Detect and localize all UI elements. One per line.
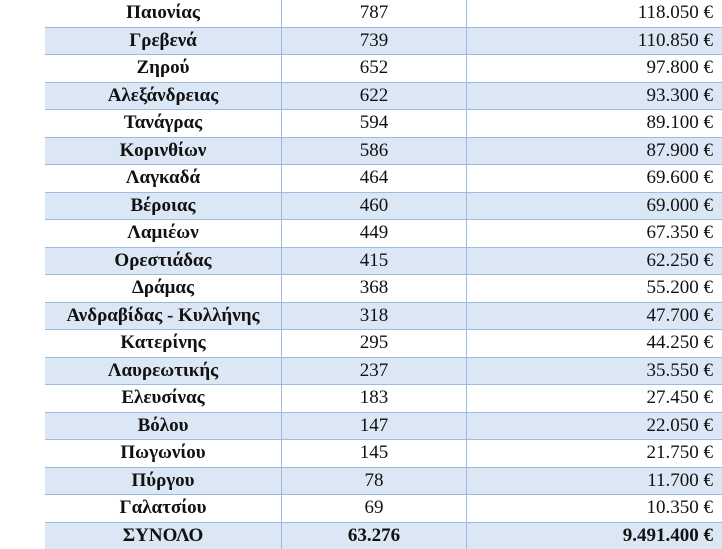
data-table xyxy=(45,0,722,549)
table-row xyxy=(45,385,722,413)
table-body xyxy=(45,0,722,549)
amount-value: 97.800 € xyxy=(467,55,722,83)
table-row xyxy=(45,0,722,27)
count-value: 368 xyxy=(282,275,467,303)
amount-value: 62.250 € xyxy=(467,247,722,275)
table-row xyxy=(45,412,722,440)
count-value: 78 xyxy=(282,467,467,495)
municipality-name: Κορινθίων xyxy=(45,137,282,165)
table-row xyxy=(45,137,722,165)
count-value: 460 xyxy=(282,192,467,220)
amount-value: 67.350 € xyxy=(467,220,722,248)
table-row xyxy=(45,192,722,220)
municipality-name: Κατερίνης xyxy=(45,330,282,358)
table-row xyxy=(45,27,722,55)
total-count: 63.276 xyxy=(282,522,467,549)
count-value: 183 xyxy=(282,385,467,413)
total-label: ΣΥΝΟΛΟ xyxy=(45,522,282,549)
municipality-name: Γαλατσίου xyxy=(45,495,282,523)
count-value: 739 xyxy=(282,27,467,55)
municipality-name: Ζηρού xyxy=(45,55,282,83)
count-value: 622 xyxy=(282,82,467,110)
amount-value: 44.250 € xyxy=(467,330,722,358)
municipality-name: Πύργου xyxy=(45,467,282,495)
municipality-name: Αλεξάνδρειας xyxy=(45,82,282,110)
count-value: 652 xyxy=(282,55,467,83)
total-row xyxy=(45,522,722,549)
amount-value: 22.050 € xyxy=(467,412,722,440)
municipality-name: Λαμιέων xyxy=(45,220,282,248)
count-value: 594 xyxy=(282,110,467,138)
municipality-name: Ελευσίνας xyxy=(45,385,282,413)
amount-value: 21.750 € xyxy=(467,440,722,468)
municipality-name: Παιονίας xyxy=(45,0,282,27)
amount-value: 118.050 € xyxy=(467,0,722,27)
count-value: 147 xyxy=(282,412,467,440)
municipality-name: Τανάγρας xyxy=(45,110,282,138)
municipality-name: Βόλου xyxy=(45,412,282,440)
amount-value: 10.350 € xyxy=(467,495,722,523)
amount-value: 55.200 € xyxy=(467,275,722,303)
municipality-name: Ορεστιάδας xyxy=(45,247,282,275)
municipality-name: Γρεβενά xyxy=(45,27,282,55)
municipality-name: Λαυρεωτικής xyxy=(45,357,282,385)
table-row xyxy=(45,467,722,495)
table-row xyxy=(45,302,722,330)
amount-value: 35.550 € xyxy=(467,357,722,385)
amount-value: 69.000 € xyxy=(467,192,722,220)
amount-value: 27.450 € xyxy=(467,385,722,413)
amount-value: 47.700 € xyxy=(467,302,722,330)
count-value: 145 xyxy=(282,440,467,468)
count-value: 787 xyxy=(282,0,467,27)
table-row xyxy=(45,275,722,303)
table-row xyxy=(45,165,722,193)
municipality-name: Λαγκαδά xyxy=(45,165,282,193)
amount-value: 89.100 € xyxy=(467,110,722,138)
table-row xyxy=(45,220,722,248)
municipality-name: Ανδραβίδας - Κυλλήνης xyxy=(45,302,282,330)
count-value: 295 xyxy=(282,330,467,358)
count-value: 237 xyxy=(282,357,467,385)
count-value: 586 xyxy=(282,137,467,165)
table-row xyxy=(45,440,722,468)
amount-value: 110.850 € xyxy=(467,27,722,55)
amount-value: 11.700 € xyxy=(467,467,722,495)
amount-value: 69.600 € xyxy=(467,165,722,193)
total-amount: 9.491.400 € xyxy=(467,522,722,549)
table-row xyxy=(45,357,722,385)
table-row xyxy=(45,247,722,275)
table-row xyxy=(45,55,722,83)
count-value: 449 xyxy=(282,220,467,248)
count-value: 69 xyxy=(282,495,467,523)
municipality-name: Πωγωνίου xyxy=(45,440,282,468)
table-row xyxy=(45,110,722,138)
count-value: 464 xyxy=(282,165,467,193)
amount-value: 87.900 € xyxy=(467,137,722,165)
count-value: 318 xyxy=(282,302,467,330)
table-row xyxy=(45,82,722,110)
table-row xyxy=(45,495,722,523)
amount-value: 93.300 € xyxy=(467,82,722,110)
municipality-name: Βέροιας xyxy=(45,192,282,220)
municipality-name: Δράμας xyxy=(45,275,282,303)
table-row xyxy=(45,330,722,358)
count-value: 415 xyxy=(282,247,467,275)
